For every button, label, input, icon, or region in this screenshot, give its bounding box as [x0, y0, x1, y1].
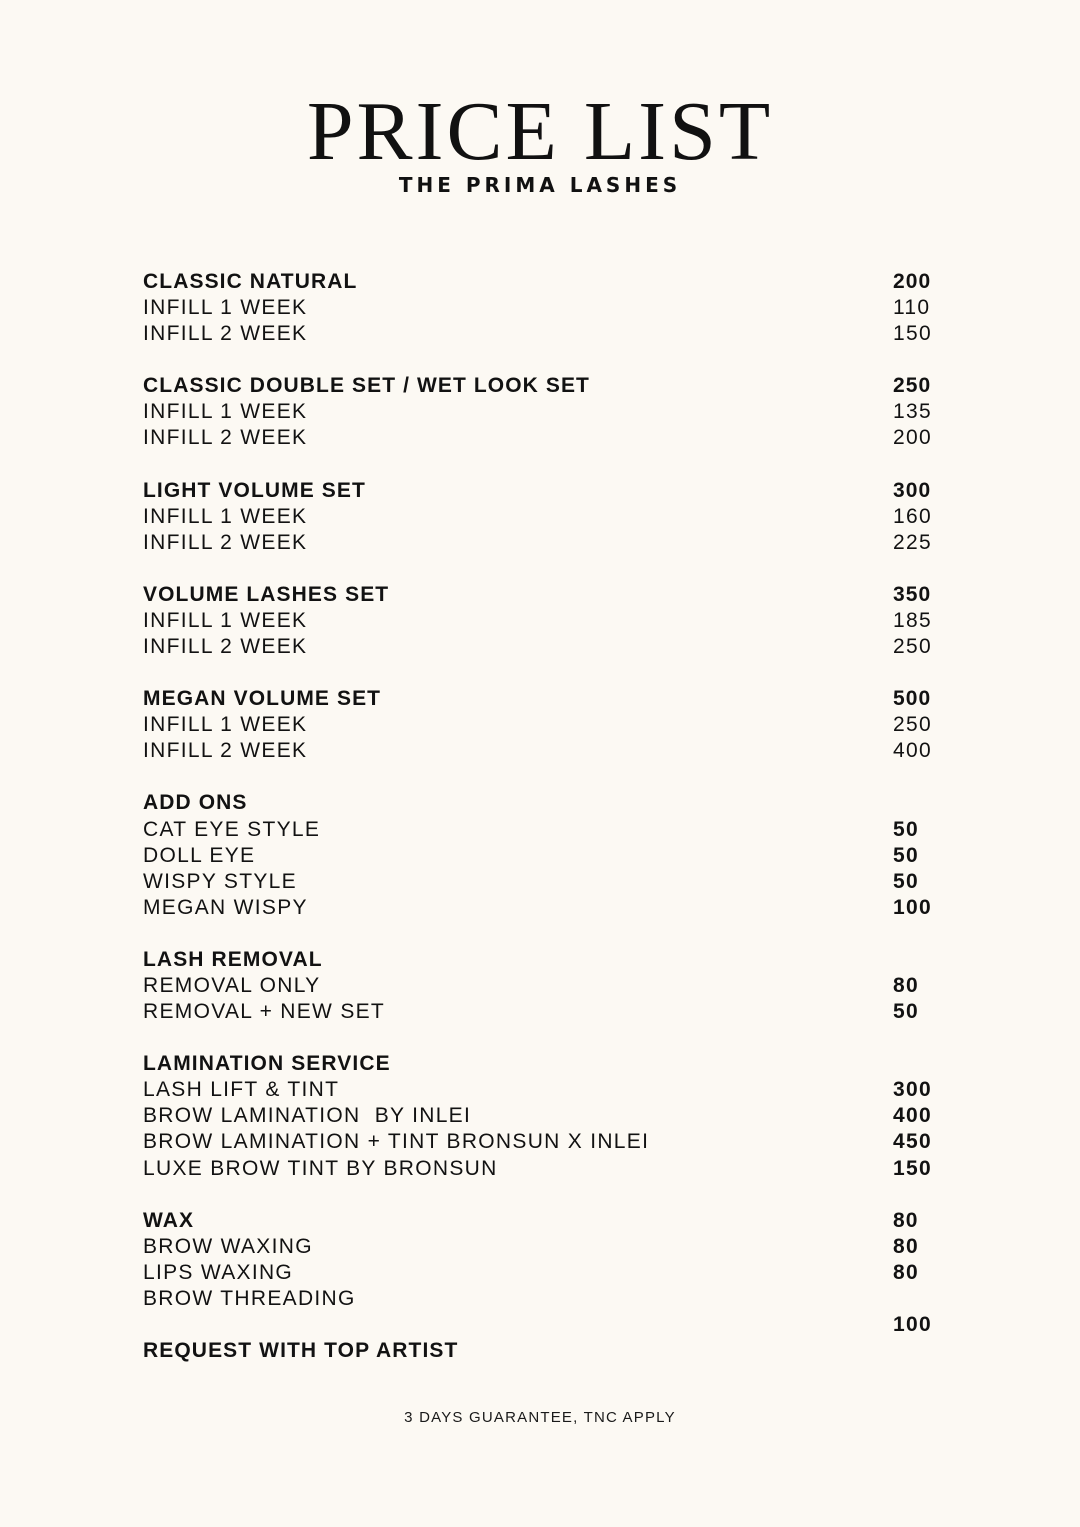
list-item: [143, 1129, 943, 1155]
list-item: [143, 295, 943, 321]
section-title: CLASSIC DOUBLE SET / WET LOOK SET: [143, 374, 590, 398]
price-list: [143, 269, 943, 1364]
item-label: INFILL 1 WEEK: [143, 608, 308, 632]
item-label: LIPS WAXING: [143, 1260, 294, 1284]
item-label: REMOVAL ONLY: [143, 973, 321, 997]
item-label: LUXE BROW TINT BY BRONSUN: [143, 1156, 498, 1180]
item-label: MEGAN WISPY: [143, 895, 308, 919]
item-price: 135: [893, 400, 932, 424]
page-title: PRICE LIST: [306, 85, 774, 178]
item-label: INFILL 1 WEEK: [143, 400, 308, 424]
item-price: 200: [893, 426, 932, 450]
section-header: [143, 582, 943, 608]
item-price: 50: [893, 817, 919, 841]
item-price: 250: [893, 635, 932, 659]
guarantee-note: 3 DAYS GUARANTEE, TNC APPLY: [404, 1409, 676, 1426]
item-price: 250: [893, 713, 932, 737]
item-price: 80: [893, 1260, 919, 1284]
list-item: [143, 634, 943, 660]
list-item: [143, 1156, 943, 1182]
item-label: INFILL 1 WEEK: [143, 504, 308, 528]
section-header: [143, 373, 943, 399]
section-header: [143, 947, 943, 973]
section-wax: [143, 1208, 943, 1365]
list-item: [143, 712, 943, 738]
list-item: [143, 425, 943, 451]
section-lamination-service: [143, 1051, 943, 1181]
item-label: BROW WAXING: [143, 1234, 313, 1258]
section-megan-volume-set: [143, 686, 943, 764]
section-price: 500: [893, 687, 932, 711]
item-price: 80: [893, 1234, 919, 1258]
section-price: 80: [893, 1208, 919, 1232]
list-item: [143, 530, 943, 556]
section-title: MEGAN VOLUME SET: [143, 687, 382, 711]
item-label: INFILL 2 WEEK: [143, 635, 308, 659]
section-volume-lashes-set: [143, 582, 943, 660]
section-header: [143, 478, 943, 504]
list-item: [143, 843, 943, 869]
list-item: [143, 399, 943, 425]
section-classic-double-set: [143, 373, 943, 451]
section-title: LIGHT VOLUME SET: [143, 478, 366, 502]
section-header: [143, 790, 943, 816]
section-lash-removal: [143, 947, 943, 1025]
item-price: 150: [893, 322, 932, 346]
item-price: 400: [893, 1104, 932, 1128]
section-title: CLASSIC NATURAL: [143, 270, 358, 293]
item-price: 110: [893, 296, 931, 320]
list-item: [143, 321, 943, 347]
section-price: 200: [893, 270, 932, 293]
item-label: BROW THREADING: [143, 1286, 356, 1310]
list-item: [143, 608, 943, 634]
request-top-artist-row: [143, 1338, 943, 1364]
item-price: 185: [893, 608, 932, 632]
item-label: BROW LAMINATION BY INLEI: [143, 1104, 472, 1128]
list-item: [143, 999, 943, 1025]
item-label: LASH LIFT & TINT: [143, 1078, 340, 1102]
item-price: 50: [893, 869, 919, 893]
item-price: 400: [893, 739, 932, 763]
list-item: [143, 973, 943, 999]
item-label: INFILL 1 WEEK: [143, 296, 308, 320]
request-top-artist: REQUEST WITH TOP ARTIST: [143, 1339, 459, 1363]
item-label: INFILL 2 WEEK: [143, 426, 308, 450]
item-price: 450: [893, 1130, 932, 1154]
section-price: 350: [893, 582, 932, 606]
item-price: 100: [893, 895, 932, 919]
section-price: 250: [893, 374, 932, 398]
item-label: WISPY STYLE: [143, 869, 297, 893]
section-classic-natural: [143, 269, 943, 347]
item-label: INFILL 2 WEEK: [143, 322, 308, 346]
section-header: [143, 686, 943, 712]
list-item: [143, 1312, 943, 1338]
section-light-volume-set: [143, 478, 943, 556]
list-item: [143, 1260, 943, 1286]
list-item: [143, 1077, 943, 1103]
item-label: CAT EYE STYLE: [143, 817, 321, 841]
list-item: [143, 504, 943, 530]
item-label: INFILL 1 WEEK: [143, 713, 308, 737]
item-price: 160: [893, 504, 932, 528]
item-price: 150: [893, 1156, 932, 1180]
item-price: 225: [893, 530, 932, 554]
list-item: [143, 895, 943, 921]
section-header: [143, 1208, 943, 1234]
list-item: [143, 1103, 943, 1129]
item-price: 80: [893, 973, 919, 997]
list-item: [143, 817, 943, 843]
item-label: DOLL EYE: [143, 843, 256, 867]
item-label: BROW LAMINATION + TINT BRONSUN X INLEI: [143, 1130, 650, 1154]
section-title: LASH REMOVAL: [143, 947, 323, 971]
item-price: 100: [893, 1313, 932, 1336]
list-item: [143, 1286, 943, 1312]
item-label: REMOVAL + NEW SET: [143, 1000, 386, 1024]
section-title: VOLUME LASHES SET: [143, 582, 390, 606]
section-title: ADD ONS: [143, 791, 248, 815]
section-title: WAX: [143, 1208, 195, 1232]
section-price: 300: [893, 478, 932, 502]
item-price: 50: [893, 1000, 919, 1024]
section-add-ons: [143, 790, 943, 920]
section-title: LAMINATION SERVICE: [143, 1052, 391, 1076]
item-price: 300: [893, 1078, 932, 1102]
list-item: [143, 869, 943, 895]
section-header: [143, 269, 943, 295]
list-item: [143, 738, 943, 764]
item-label: INFILL 2 WEEK: [143, 739, 308, 763]
section-header: [143, 1051, 943, 1077]
item-label: INFILL 2 WEEK: [143, 530, 308, 554]
item-price: 50: [893, 843, 919, 867]
brand-name: THE PRIMA LASHES: [398, 173, 682, 197]
list-item: [143, 1234, 943, 1260]
